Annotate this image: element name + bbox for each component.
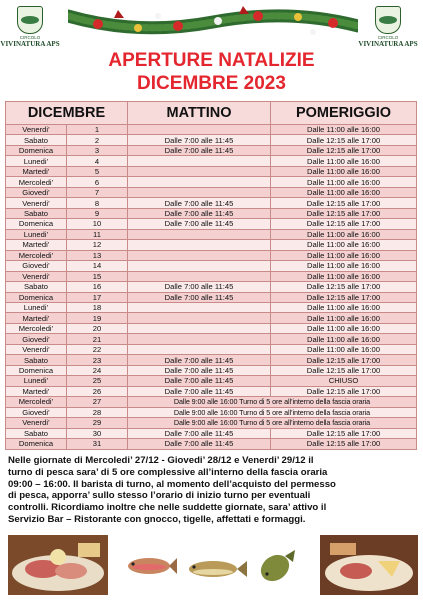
day-number-cell: 10 bbox=[67, 219, 128, 229]
table-header-row bbox=[6, 102, 417, 125]
notes-line: controlli. Ricordiamo inoltre che nelle suddette giornate, sara’ attivo il bbox=[8, 502, 327, 514]
day-name-cell: Giovedi’ bbox=[6, 334, 67, 344]
table-row bbox=[6, 166, 417, 176]
table-row bbox=[6, 219, 417, 229]
logo-small-text: CIRCOLO bbox=[377, 35, 399, 40]
afternoon-hours-cell: Dalle 12:15 alle 17:00 bbox=[271, 292, 417, 302]
day-number-cell: 20 bbox=[67, 323, 128, 333]
afternoon-hours-cell: Dalle 11:00 alle 16:00 bbox=[271, 240, 417, 250]
day-number-cell: 22 bbox=[67, 344, 128, 354]
day-number-cell: 11 bbox=[67, 229, 128, 239]
logo-name-text: VIVINATURA APS bbox=[0, 40, 60, 48]
day-number-cell: 7 bbox=[67, 187, 128, 197]
morning-hours-cell bbox=[128, 156, 271, 166]
morning-hours-cell bbox=[128, 187, 271, 197]
table-row bbox=[6, 156, 417, 166]
afternoon-hours-cell: Dalle 12:15 alle 17:00 bbox=[271, 439, 417, 449]
table-row bbox=[6, 250, 417, 260]
day-name-cell: Sabato bbox=[6, 355, 67, 365]
day-name-cell: Giovedi’ bbox=[6, 187, 67, 197]
day-number-cell: 31 bbox=[67, 439, 128, 449]
carp-image bbox=[255, 550, 297, 586]
afternoon-hours-cell: Dalle 12:15 alle 17:00 bbox=[271, 135, 417, 145]
afternoon-hours-cell: Dalle 11:00 alle 16:00 bbox=[271, 302, 417, 312]
day-number-cell: 27 bbox=[67, 397, 128, 407]
table-row bbox=[6, 418, 417, 428]
day-number-cell: 23 bbox=[67, 355, 128, 365]
afternoon-hours-cell: Dalle 11:00 alle 16:00 bbox=[271, 313, 417, 323]
day-number-cell: 8 bbox=[67, 198, 128, 208]
morning-hours-cell bbox=[128, 177, 271, 187]
page-title: APERTURE NATALIZIE bbox=[108, 50, 315, 71]
table-row bbox=[6, 282, 417, 292]
day-name-cell: Mercoledi’ bbox=[6, 250, 67, 260]
day-number-cell: 9 bbox=[67, 208, 128, 218]
trout-image bbox=[125, 553, 177, 579]
table-row bbox=[6, 125, 417, 135]
day-number-cell: 15 bbox=[67, 271, 128, 281]
table-row bbox=[6, 229, 417, 239]
table-row bbox=[6, 323, 417, 333]
morning-hours-cell: Dalle 7:00 alle 11:45 bbox=[128, 428, 271, 438]
morning-hours-cell: Dalle 7:00 alle 11:45 bbox=[128, 198, 271, 208]
table-row bbox=[6, 261, 417, 271]
afternoon-hours-cell: Dalle 12:15 alle 17:00 bbox=[271, 428, 417, 438]
table-row bbox=[6, 313, 417, 323]
table-row bbox=[6, 407, 417, 417]
logo-small-text: CIRCOLO bbox=[19, 35, 41, 40]
day-name-cell: Domenica bbox=[6, 292, 67, 302]
morning-hours-cell: Dalle 7:00 alle 11:45 bbox=[128, 355, 271, 365]
day-number-cell: 28 bbox=[67, 407, 128, 417]
morning-hours-cell: Dalle 7:00 alle 11:45 bbox=[128, 145, 271, 155]
table-row bbox=[6, 135, 417, 145]
fish-crest-icon bbox=[17, 6, 43, 34]
day-number-cell: 19 bbox=[67, 313, 128, 323]
morning-hours-cell: Dalle 7:00 alle 11:45 bbox=[128, 282, 271, 292]
table-row bbox=[6, 302, 417, 312]
table-row bbox=[6, 177, 417, 187]
afternoon-hours-cell: Dalle 11:00 alle 16:00 bbox=[271, 271, 417, 281]
day-number-cell: 24 bbox=[67, 365, 128, 375]
day-name-cell: Sabato bbox=[6, 282, 67, 292]
table-row bbox=[6, 344, 417, 354]
day-number-cell: 29 bbox=[67, 418, 128, 428]
afternoon-hours-cell: Dalle 11:00 alle 16:00 bbox=[271, 166, 417, 176]
day-name-cell: Domenica bbox=[6, 219, 67, 229]
schedule-table bbox=[5, 101, 417, 450]
day-name-cell: Lunedi’ bbox=[6, 302, 67, 312]
morning-hours-cell bbox=[128, 344, 271, 354]
day-name-cell: Venerdi’ bbox=[6, 418, 67, 428]
day-name-cell: Sabato bbox=[6, 428, 67, 438]
christmas-garland-image bbox=[68, 2, 358, 40]
fishing-shift-cell: Dalle 9:00 alle 16:00 Turno di 5 ore all’interno della fascia oraria bbox=[128, 418, 417, 428]
fishing-shift-cell: Dalle 9:00 alle 16:00 Turno di 5 ore all’interno della fascia oraria bbox=[128, 407, 417, 417]
afternoon-hours-cell: Dalle 12:15 alle 17:00 bbox=[271, 282, 417, 292]
day-number-cell: 30 bbox=[67, 428, 128, 438]
day-name-cell: Lunedi’ bbox=[6, 376, 67, 386]
day-number-cell: 5 bbox=[67, 166, 128, 176]
table-row bbox=[6, 208, 417, 218]
day-number-cell: 3 bbox=[67, 145, 128, 155]
day-name-cell: Domenica bbox=[6, 365, 67, 375]
day-name-cell: Lunedi’ bbox=[6, 229, 67, 239]
fishing-shift-cell: Dalle 9:00 alle 16:00 Turno di 5 ore all’interno della fascia oraria bbox=[128, 397, 417, 407]
notes-paragraph bbox=[8, 455, 418, 526]
cheese-platter-image bbox=[320, 535, 418, 595]
day-name-cell: Mercoledi’ bbox=[6, 323, 67, 333]
afternoon-hours-cell: Dalle 11:00 alle 16:00 bbox=[271, 250, 417, 260]
morning-hours-cell: Dalle 7:00 alle 11:45 bbox=[128, 219, 271, 229]
table-row bbox=[6, 240, 417, 250]
day-number-cell: 13 bbox=[67, 250, 128, 260]
table-row bbox=[6, 386, 417, 396]
day-number-cell: 26 bbox=[67, 386, 128, 396]
table-row bbox=[6, 145, 417, 155]
morning-hours-cell bbox=[128, 261, 271, 271]
table-row bbox=[6, 334, 417, 344]
day-name-cell: Martedi’ bbox=[6, 166, 67, 176]
fish-image bbox=[185, 557, 247, 581]
fish-crest-icon bbox=[375, 6, 401, 34]
day-name-cell: Martedi’ bbox=[6, 240, 67, 250]
morning-hours-cell: Dalle 7:00 alle 11:45 bbox=[128, 439, 271, 449]
morning-hours-cell bbox=[128, 334, 271, 344]
morning-hours-cell: Dalle 7:00 alle 11:45 bbox=[128, 386, 271, 396]
morning-hours-cell bbox=[128, 240, 271, 250]
day-name-cell: Venerdi’ bbox=[6, 125, 67, 135]
day-name-cell: Mercoledi’ bbox=[6, 397, 67, 407]
day-name-cell: Lunedi’ bbox=[6, 156, 67, 166]
afternoon-hours-cell: Dalle 11:00 alle 16:00 bbox=[271, 125, 417, 135]
table-row bbox=[6, 271, 417, 281]
column-header-day: DICEMBRE bbox=[6, 102, 128, 125]
day-name-cell: Sabato bbox=[6, 135, 67, 145]
notes-line: di pesca, apporra’ sullo stesso l’orario di inizio turno per eventuali bbox=[8, 490, 311, 502]
day-number-cell: 6 bbox=[67, 177, 128, 187]
afternoon-hours-cell: Dalle 12:15 alle 17:00 bbox=[271, 365, 417, 375]
morning-hours-cell bbox=[128, 229, 271, 239]
page-subtitle: DICEMBRE 2023 bbox=[137, 73, 286, 94]
morning-hours-cell bbox=[128, 250, 271, 260]
morning-hours-cell bbox=[128, 302, 271, 312]
morning-hours-cell bbox=[128, 323, 271, 333]
day-number-cell: 12 bbox=[67, 240, 128, 250]
day-name-cell: Domenica bbox=[6, 145, 67, 155]
afternoon-hours-cell: Dalle 12:15 alle 17:00 bbox=[271, 219, 417, 229]
morning-hours-cell: Dalle 7:00 alle 11:45 bbox=[128, 292, 271, 302]
morning-hours-cell bbox=[128, 166, 271, 176]
table-row bbox=[6, 187, 417, 197]
table-row bbox=[6, 397, 417, 407]
morning-hours-cell bbox=[128, 125, 271, 135]
day-number-cell: 2 bbox=[67, 135, 128, 145]
day-name-cell: Venerdi’ bbox=[6, 198, 67, 208]
morning-hours-cell: Dalle 7:00 alle 11:45 bbox=[128, 376, 271, 386]
table-row bbox=[6, 198, 417, 208]
table-row bbox=[6, 365, 417, 375]
table-row bbox=[6, 376, 417, 386]
day-name-cell: Mercoledi’ bbox=[6, 177, 67, 187]
day-name-cell: Sabato bbox=[6, 208, 67, 218]
day-name-cell: Domenica bbox=[6, 439, 67, 449]
day-number-cell: 21 bbox=[67, 334, 128, 344]
morning-hours-cell bbox=[128, 313, 271, 323]
day-name-cell: Giovedi’ bbox=[6, 407, 67, 417]
afternoon-hours-cell: Dalle 12:15 alle 17:00 bbox=[271, 198, 417, 208]
afternoon-hours-cell: Dalle 11:00 alle 16:00 bbox=[271, 177, 417, 187]
day-name-cell: Venerdi’ bbox=[6, 344, 67, 354]
day-name-cell: Giovedi’ bbox=[6, 261, 67, 271]
afternoon-hours-cell: Dalle 11:00 alle 16:00 bbox=[271, 261, 417, 271]
afternoon-hours-cell: Dalle 11:00 alle 16:00 bbox=[271, 156, 417, 166]
day-number-cell: 16 bbox=[67, 282, 128, 292]
afternoon-hours-cell: Dalle 11:00 alle 16:00 bbox=[271, 334, 417, 344]
day-number-cell: 17 bbox=[67, 292, 128, 302]
day-name-cell: Martedi’ bbox=[6, 386, 67, 396]
logo-name-text: VIVINATURA APS bbox=[358, 40, 418, 48]
table-row bbox=[6, 355, 417, 365]
afternoon-hours-cell: Dalle 11:00 alle 16:00 bbox=[271, 229, 417, 239]
morning-hours-cell: Dalle 7:00 alle 11:45 bbox=[128, 365, 271, 375]
table-row bbox=[6, 439, 417, 449]
day-number-cell: 18 bbox=[67, 302, 128, 312]
column-header-afternoon: POMERIGGIO bbox=[271, 102, 417, 125]
notes-line: 09:00 – 16:00. Il barista di turno, al momento dell’acquisto del permesso bbox=[8, 478, 336, 490]
cold-cuts-platter-image bbox=[8, 535, 108, 595]
afternoon-hours-cell: Dalle 11:00 alle 16:00 bbox=[271, 344, 417, 354]
day-number-cell: 4 bbox=[67, 156, 128, 166]
table-row bbox=[6, 428, 417, 438]
notes-line: Servizio Bar – Ristorante con gnocco, tigelle, affettati e formaggi. bbox=[8, 513, 306, 525]
day-number-cell: 1 bbox=[67, 125, 128, 135]
day-name-cell: Venerdi’ bbox=[6, 271, 67, 281]
day-number-cell: 14 bbox=[67, 261, 128, 271]
morning-hours-cell: Dalle 7:00 alle 11:45 bbox=[128, 135, 271, 145]
afternoon-hours-cell: Dalle 12:15 alle 17:00 bbox=[271, 355, 417, 365]
afternoon-hours-cell: Dalle 12:15 alle 17:00 bbox=[271, 386, 417, 396]
morning-hours-cell: Dalle 7:00 alle 11:45 bbox=[128, 208, 271, 218]
morning-hours-cell bbox=[128, 271, 271, 281]
table-row bbox=[6, 292, 417, 302]
day-name-cell: Martedi’ bbox=[6, 313, 67, 323]
notes-line: Nelle giornate di Mercoledi’ 27/12 - Giovedi’ 28/12 e Venerdi’ 29/12 il bbox=[8, 455, 314, 466]
day-number-cell: 25 bbox=[67, 376, 128, 386]
afternoon-hours-cell: CHIUSO bbox=[271, 376, 417, 386]
afternoon-hours-cell: Dalle 11:00 alle 16:00 bbox=[271, 323, 417, 333]
column-header-morning: MATTINO bbox=[128, 102, 271, 125]
notes-line: turno di pesca sara’ di 5 ore complessive all’interno della fascia oraria bbox=[8, 466, 328, 478]
afternoon-hours-cell: Dalle 12:15 alle 17:00 bbox=[271, 145, 417, 155]
afternoon-hours-cell: Dalle 11:00 alle 16:00 bbox=[271, 187, 417, 197]
afternoon-hours-cell: Dalle 12:15 alle 17:00 bbox=[271, 208, 417, 218]
